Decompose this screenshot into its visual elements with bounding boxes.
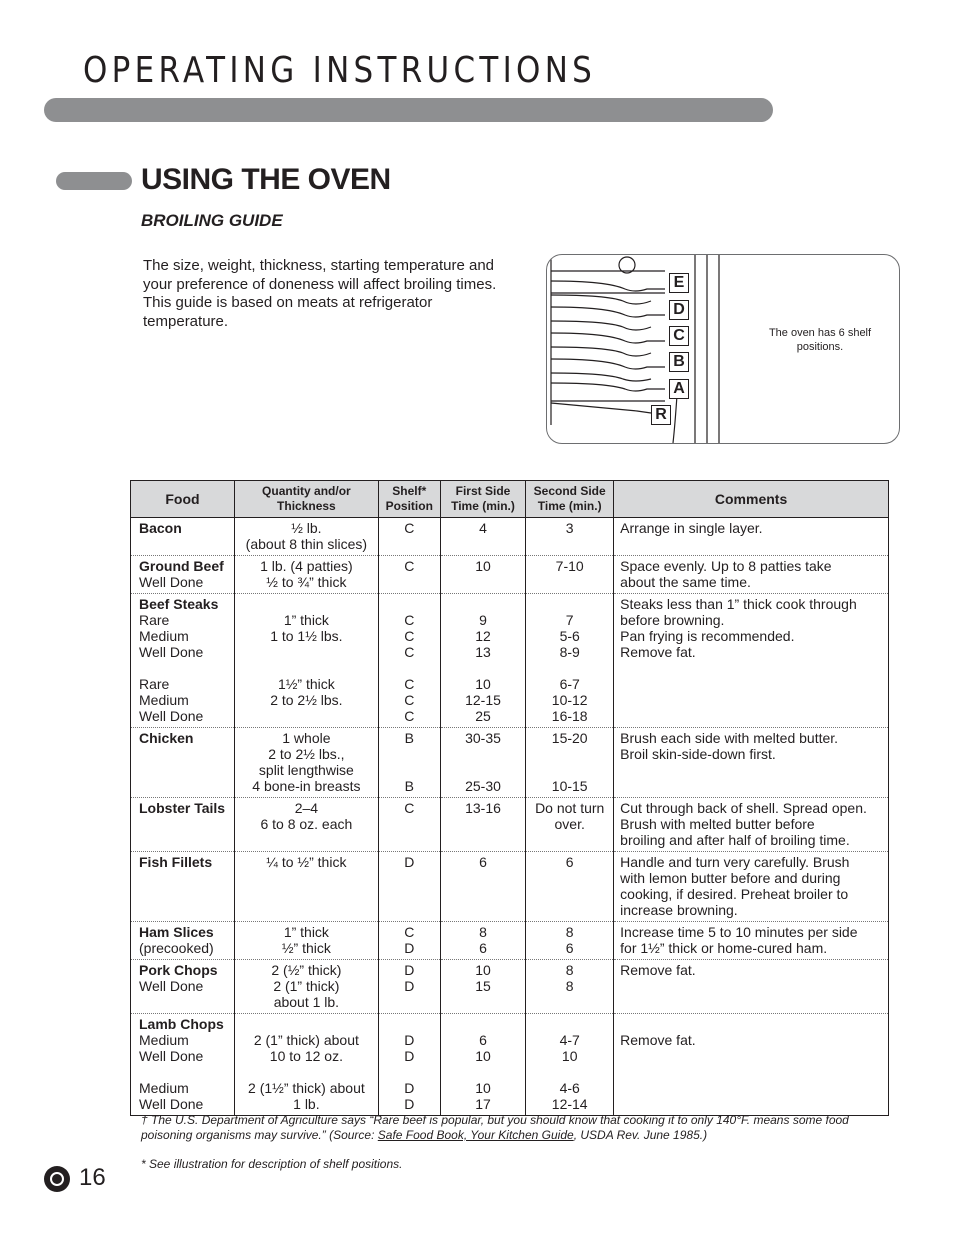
cell-shelf: [378, 518, 440, 556]
qty-line: 1 whole: [282, 730, 331, 746]
shelf-line: C: [404, 628, 415, 644]
second-line: [532, 596, 607, 612]
page-number: 16: [79, 1164, 106, 1191]
table-row: [131, 518, 889, 556]
table-body: [131, 518, 889, 1116]
shelf-line: D: [404, 1096, 415, 1112]
cell-food: [131, 728, 235, 798]
cell-shelf: [378, 922, 440, 960]
food-line: Medium: [139, 692, 189, 708]
cell-comments: [614, 1014, 889, 1116]
cell-comments: [614, 518, 889, 556]
qty-line: 1 lb.: [293, 1096, 320, 1112]
qty-line: 1 to 1½ lbs.: [270, 628, 343, 644]
cell-qty: [234, 518, 378, 556]
first-line: 17: [475, 1096, 491, 1112]
cell-shelf: [378, 556, 440, 594]
header-comments: Comments: [614, 481, 889, 518]
cell-comments: [614, 852, 889, 922]
cell-comments: [614, 922, 889, 960]
shelf-line: B: [404, 778, 414, 794]
comments-line: [620, 1016, 882, 1032]
broiling-guide-table: [130, 480, 889, 1116]
second-line: [532, 746, 607, 762]
comments-line: Steaks less than 1” thick cook through: [620, 596, 857, 612]
first-line: 8: [479, 924, 487, 940]
cell-second: [526, 518, 614, 556]
comments-line: Brush each side with melted butter.: [620, 730, 839, 746]
comments-line: Pan frying is recommended.: [620, 628, 795, 644]
first-line: 13-16: [465, 800, 501, 816]
cell-first: [440, 728, 526, 798]
cell-food: [131, 798, 235, 852]
qty-line: 1” thick: [283, 924, 329, 940]
shelf-line: B: [404, 730, 414, 746]
shelf-line: C: [404, 520, 415, 536]
shelf-line: D: [404, 962, 415, 978]
cell-first: [440, 594, 526, 728]
qty-line: 2–4: [294, 800, 319, 816]
second-line: [532, 1064, 607, 1080]
cell-shelf: [378, 960, 440, 1014]
comments-line: Space evenly. Up to 8 patties take: [620, 558, 832, 574]
cell-shelf: [378, 1014, 440, 1116]
shelf-line: C: [404, 644, 415, 660]
first-line: 25: [475, 708, 491, 724]
shelf-line: [385, 596, 434, 612]
food-line: [139, 660, 228, 676]
comments-line: broiling and after half of broiling time.: [620, 832, 850, 848]
second-line: 8: [565, 962, 574, 978]
shelf-line: C: [404, 924, 415, 940]
shelf-label-b: B: [669, 352, 689, 372]
cell-first: [440, 852, 526, 922]
first-line: 4: [479, 520, 487, 536]
qty-line: split lengthwise: [258, 762, 354, 778]
qty-line: ½ to ¾” thick: [266, 574, 347, 590]
cell-shelf: [378, 594, 440, 728]
cell-shelf: [378, 852, 440, 922]
first-line: [447, 596, 520, 612]
food-line: Lobster Tails: [139, 800, 226, 816]
shelf-footnote: * See illustration for description of shelf positions.: [141, 1157, 403, 1171]
second-line: 8: [565, 924, 574, 940]
cell-qty: [234, 922, 378, 960]
second-line: 8: [565, 978, 574, 994]
cell-food: [131, 852, 235, 922]
cell-food: [131, 594, 235, 728]
cell-food: [131, 556, 235, 594]
second-line: 16-18: [551, 708, 588, 724]
cell-comments: [614, 594, 889, 728]
cell-second: [526, 922, 614, 960]
shelf-label-a: A: [669, 379, 689, 399]
shelf-line: D: [404, 978, 415, 994]
lg-logo-icon: [44, 1166, 70, 1192]
cell-first: [440, 556, 526, 594]
second-line: Do not turn: [535, 800, 605, 816]
second-line: 4-7: [559, 1032, 580, 1048]
food-line: Bacon: [139, 520, 182, 536]
qty-line: 10 to 12 oz.: [269, 1048, 343, 1064]
second-line: 3: [565, 520, 574, 536]
qty-line: ½” thick: [281, 940, 331, 956]
qty-line: 2 (1½” thick) about: [248, 1080, 365, 1096]
second-line: 8-9: [559, 644, 580, 660]
shelf-line: [385, 762, 434, 778]
shelf-line: C: [404, 692, 415, 708]
cell-food: [131, 518, 235, 556]
first-line: [447, 746, 520, 762]
second-line: 12-14: [551, 1096, 588, 1112]
first-line: 10: [475, 1048, 491, 1064]
cell-qty: [234, 960, 378, 1014]
header-food: Food: [131, 481, 235, 518]
usda-source-title: Safe Food Book, Your Kitchen Guide: [377, 1128, 574, 1142]
food-line: Well Done: [139, 1048, 204, 1064]
second-line: 6: [565, 940, 574, 956]
first-line: 12-15: [465, 692, 501, 708]
cell-qty: [234, 556, 378, 594]
shelf-line: C: [404, 558, 415, 574]
cell-second: [526, 556, 614, 594]
first-line: 9: [479, 612, 487, 628]
comments-line: for 1½” thick or home-cured ham.: [620, 940, 828, 956]
second-line: [532, 762, 607, 778]
comments-line: Handle and turn very carefully. Brush: [620, 854, 850, 870]
qty-line: about 1 lb.: [273, 994, 340, 1010]
cell-first: [440, 798, 526, 852]
first-line: 6: [479, 1032, 487, 1048]
food-line: Fish Fillets: [139, 854, 213, 870]
qty-line: [241, 596, 372, 612]
first-line: [447, 1016, 520, 1032]
cell-first: [440, 518, 526, 556]
cell-first: [440, 960, 526, 1014]
food-line: Well Done: [139, 644, 204, 660]
qty-line: 2 (½” thick): [271, 962, 342, 978]
table-row: [131, 1014, 889, 1116]
cell-food: [131, 922, 235, 960]
usda-footnote-text: † The U.S. Department of Agriculture says “Rare beef is popular, but you should know that cooking it to only 140°F. means some food poisoning organisms may survive.” (Source:: [141, 1113, 849, 1142]
second-line: 7: [565, 612, 574, 628]
food-line: Medium: [139, 1032, 189, 1048]
qty-line: [241, 708, 372, 724]
cell-comments: [614, 728, 889, 798]
first-line: [447, 1064, 520, 1080]
food-line: Pork Chops: [139, 962, 218, 978]
shelf-line: C: [404, 800, 415, 816]
second-line: over.: [554, 816, 585, 832]
shelf-line: C: [404, 676, 415, 692]
shelf-line: [385, 1016, 434, 1032]
food-line: Chicken: [139, 730, 194, 746]
shelf-label-c: C: [669, 326, 689, 346]
food-line: Well Done: [139, 708, 204, 724]
second-line: [532, 1016, 607, 1032]
cell-second: [526, 728, 614, 798]
cell-qty: [234, 852, 378, 922]
shelf-line: D: [404, 854, 415, 870]
table-row: [131, 960, 889, 1014]
food-line: Medium: [139, 628, 189, 644]
comments-line: increase browning.: [620, 902, 738, 918]
second-line: 10-15: [551, 778, 588, 794]
comments-line: before browning.: [620, 612, 725, 628]
cell-qty: [234, 728, 378, 798]
qty-line: 2 to 2½ lbs.,: [268, 746, 345, 762]
shelf-line: D: [404, 1032, 415, 1048]
first-line: 10: [475, 676, 491, 692]
table-row: [131, 594, 889, 728]
food-line: (precooked): [139, 940, 214, 956]
second-line: 7-10: [555, 558, 584, 574]
first-line: 30-35: [465, 730, 501, 746]
second-line: [532, 660, 607, 676]
second-line: 6: [565, 854, 574, 870]
qty-line: (about 8 thin slices): [245, 536, 368, 552]
comments-line: Remove fat.: [620, 644, 696, 660]
cell-second: [526, 1014, 614, 1116]
cell-shelf: [378, 798, 440, 852]
cell-food: [131, 960, 235, 1014]
second-line: 6-7: [559, 676, 580, 692]
page-header-title: OPERATING INSTRUCTIONS: [83, 50, 597, 91]
comments-line: Remove fat.: [620, 962, 696, 978]
header-first-side: First Side Time (min.): [440, 481, 526, 518]
cell-second: [526, 852, 614, 922]
comments-line: Cut through back of shell. Spread open.: [620, 800, 867, 816]
qty-line: ½ lb.: [291, 520, 322, 536]
shelf-label-d: D: [669, 300, 689, 320]
cell-first: [440, 1014, 526, 1116]
first-line: 10: [475, 962, 491, 978]
qty-line: [241, 660, 372, 676]
cell-qty: [234, 798, 378, 852]
illustration-caption: The oven has 6 shelf positions.: [768, 327, 872, 353]
comments-line: with lemon butter before and during: [620, 870, 841, 886]
first-line: [447, 762, 520, 778]
first-line: 10: [475, 558, 491, 574]
qty-line: 1” thick: [283, 612, 329, 628]
comments-line: cooking, if desired. Preheat broiler to: [620, 886, 849, 902]
first-line: 13: [475, 644, 491, 660]
comments-line: Arrange in single layer.: [620, 520, 763, 536]
first-line: 10: [475, 1080, 491, 1096]
section-marker: [56, 172, 132, 190]
table-row: [131, 556, 889, 594]
second-line: 5-6: [559, 628, 580, 644]
food-line: Well Done: [139, 1096, 204, 1112]
shelf-line: C: [404, 708, 415, 724]
food-line: Ham Slices: [139, 924, 214, 940]
second-line: 15-20: [551, 730, 588, 746]
shelf-line: [385, 1064, 434, 1080]
shelf-line: D: [404, 940, 415, 956]
comments-line: Broil skin-side-down first.: [620, 746, 776, 762]
second-line: 10-12: [551, 692, 588, 708]
food-line: Ground Beef: [139, 558, 224, 574]
table-row: [131, 922, 889, 960]
cell-comments: [614, 960, 889, 1014]
shelf-line: C: [404, 612, 415, 628]
shelf-label-e: E: [669, 273, 689, 293]
qty-line: ¼ to ½” thick: [266, 854, 347, 870]
intro-paragraph: The size, weight, thickness, starting temperature and your preference of doneness will affect broiling times. This guide is based on meats at refrigerator temperature.: [143, 257, 497, 330]
cell-qty: [234, 594, 378, 728]
food-line: Beef Steaks: [139, 596, 219, 612]
header-second-side: Second Side Time (min.): [526, 481, 614, 518]
cell-food: [131, 1014, 235, 1116]
food-line: Rare: [139, 612, 170, 628]
header-shelf: Shelf* Position: [378, 481, 440, 518]
shelf-line: D: [404, 1080, 415, 1096]
first-line: 15: [475, 978, 491, 994]
qty-line: 2 (1” thick): [273, 978, 340, 994]
shelf-line: [385, 746, 434, 762]
shelf-line: [385, 660, 434, 676]
table-row: [131, 728, 889, 798]
table-header-row: [131, 481, 889, 518]
second-line: 4-6: [559, 1080, 580, 1096]
usda-footnote: [141, 1113, 901, 1143]
qty-line: 6 to 8 oz. each: [260, 816, 353, 832]
food-line: Lamb Chops: [139, 1016, 224, 1032]
food-line: [139, 1064, 228, 1080]
qty-line: 1 lb. (4 patties): [260, 558, 353, 574]
qty-line: 1½” thick: [277, 676, 335, 692]
second-line: 10: [561, 1048, 578, 1064]
header-bar: [44, 98, 773, 122]
cell-second: [526, 594, 614, 728]
comments-line: Increase time 5 to 10 minutes per side: [620, 924, 858, 940]
cell-second: [526, 960, 614, 1014]
first-line: 12: [475, 628, 491, 644]
comments-line: Remove fat.: [620, 1032, 696, 1048]
shelf-line: D: [404, 1048, 415, 1064]
cell-comments: [614, 798, 889, 852]
qty-line: 2 to 2½ lbs.: [270, 692, 343, 708]
food-line: Medium: [139, 1080, 189, 1096]
food-line: Rare: [139, 676, 170, 692]
table-row: [131, 852, 889, 922]
subsection-title: BROILING GUIDE: [141, 211, 283, 230]
first-line: 6: [479, 940, 487, 956]
cell-comments: [614, 556, 889, 594]
first-line: [447, 660, 520, 676]
food-line: Well Done: [139, 978, 204, 994]
usda-footnote-end: , USDA Rev. June 1985.): [573, 1128, 708, 1142]
table-row: [131, 798, 889, 852]
cell-second: [526, 798, 614, 852]
section-title: USING THE OVEN: [141, 163, 391, 196]
cell-qty: [234, 1014, 378, 1116]
food-line: Well Done: [139, 574, 204, 590]
qty-line: 2 (1” thick) about: [253, 1032, 359, 1048]
qty-line: [241, 1016, 372, 1032]
first-line: 6: [479, 854, 487, 870]
cell-shelf: [378, 728, 440, 798]
first-line: 25-30: [465, 778, 501, 794]
qty-line: 4 bone-in breasts: [252, 778, 361, 794]
shelf-label-r: R: [651, 405, 671, 425]
qty-line: [241, 644, 372, 660]
comments-line: about the same time.: [620, 574, 751, 590]
header-quantity: Quantity and/or Thickness: [234, 481, 378, 518]
cell-first: [440, 922, 526, 960]
comments-line: Brush with melted butter before: [620, 816, 815, 832]
qty-line: [241, 1064, 372, 1080]
